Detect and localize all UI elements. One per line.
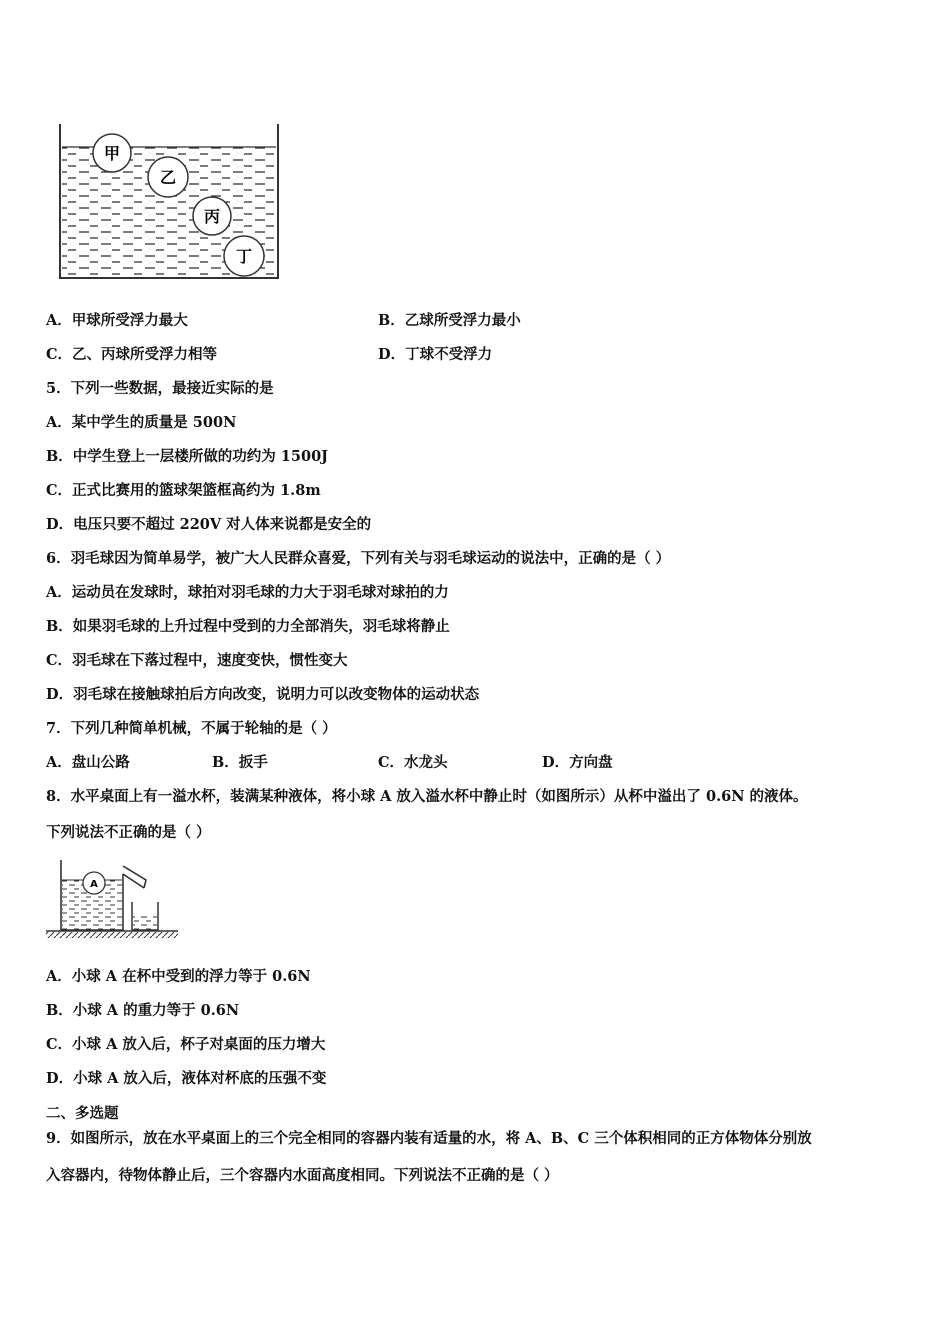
q6-option-c: C．羽毛球在下落过程中，速度变快，惯性变大 [46,652,348,669]
q8-option-a: A．小球 A 在杯中受到的浮力等于 0.6N [46,968,311,985]
q5-option-d: D．电压只要不超过 220V 对人体来说都是安全的 [46,516,372,533]
svg-text:丙: 丙 [203,207,221,226]
q8-stem-line2: 下列说法不正确的是（ ） [46,824,211,841]
q8-option-d: D．小球 A 放入后，液体对杯底的压强不变 [46,1070,327,1087]
q5-option-c: C．正式比赛用的篮球架篮框高约为 1.8m [46,482,321,499]
q6-stem: 6．羽毛球因为简单易学，被广大人民群众喜爱，下列有关与羽毛球运动的说法中，正确的是（ ） [46,550,671,567]
q9-stem-line2: 入容器内，待物体静止后，三个容器内水面高度相同。下列说法不正确的是（ ） [46,1167,559,1184]
ball-ding [224,236,264,276]
svg-text:乙: 乙 [159,168,177,187]
q4-option-b: B．乙球所受浮力最小 [378,312,521,329]
q4-option-a: A．甲球所受浮力最大 [46,312,188,329]
q5-stem: 5．下列一些数据，最接近实际的是 [46,380,274,397]
q9-stem-line1: 9．如图所示，放在水平桌面上的三个完全相同的容器内装有适量的水，将 A、B、C 三个体积相同的正方体物体分别放 [46,1130,812,1147]
q8-option-c: C．小球 A 放入后，杯子对桌面的压力增大 [46,1036,326,1053]
q6-option-b: B．如果羽毛球的上升过程中受到的力全部消失，羽毛球将静止 [46,618,450,635]
ball-bing [193,197,231,235]
svg-text:A: A [90,879,98,890]
q6-option-d: D．羽毛球在接触球拍后方向改变，说明力可以改变物体的运动状态 [46,686,480,703]
q6-option-a: A．运动员在发球时，球拍对羽毛球的力大于羽毛球对球拍的力 [46,584,449,601]
q4-option-d: D．丁球不受浮力 [378,346,493,363]
q5-option-b: B．中学生登上一层楼所做的功约为 1500J [46,448,329,465]
q8-option-b: B．小球 A 的重力等于 0.6N [46,1002,240,1019]
q5-option-a: A．某中学生的质量是 500N [46,414,237,431]
q4-option-c: C．乙、丙球所受浮力相等 [46,346,218,363]
ball-a [83,872,105,894]
q7-option-c: C．水龙头 [378,754,448,771]
figure-four-balls [55,120,285,285]
figure-overflow-cup [44,858,184,940]
svg-text:甲: 甲 [103,144,121,163]
q7-stem: 7．下列几种简单机械，不属于轮轴的是（ ） [46,720,337,737]
ball-jia [93,134,131,172]
q7-option-a: A．盘山公路 [46,754,130,771]
svg-text:丁: 丁 [235,247,253,266]
q8-stem-line1: 8．水平桌面上有一溢水杯，装满某种液体，将小球 A 放入溢水杯中静止时（如图所示）从杯中溢出了 0.6N 的液体。 [46,788,808,805]
ball-yi [148,157,188,197]
q7-option-d: D．方向盘 [542,754,613,771]
section-heading: 二、多选题 [46,1105,119,1122]
q7-option-b: B．扳手 [212,754,268,771]
